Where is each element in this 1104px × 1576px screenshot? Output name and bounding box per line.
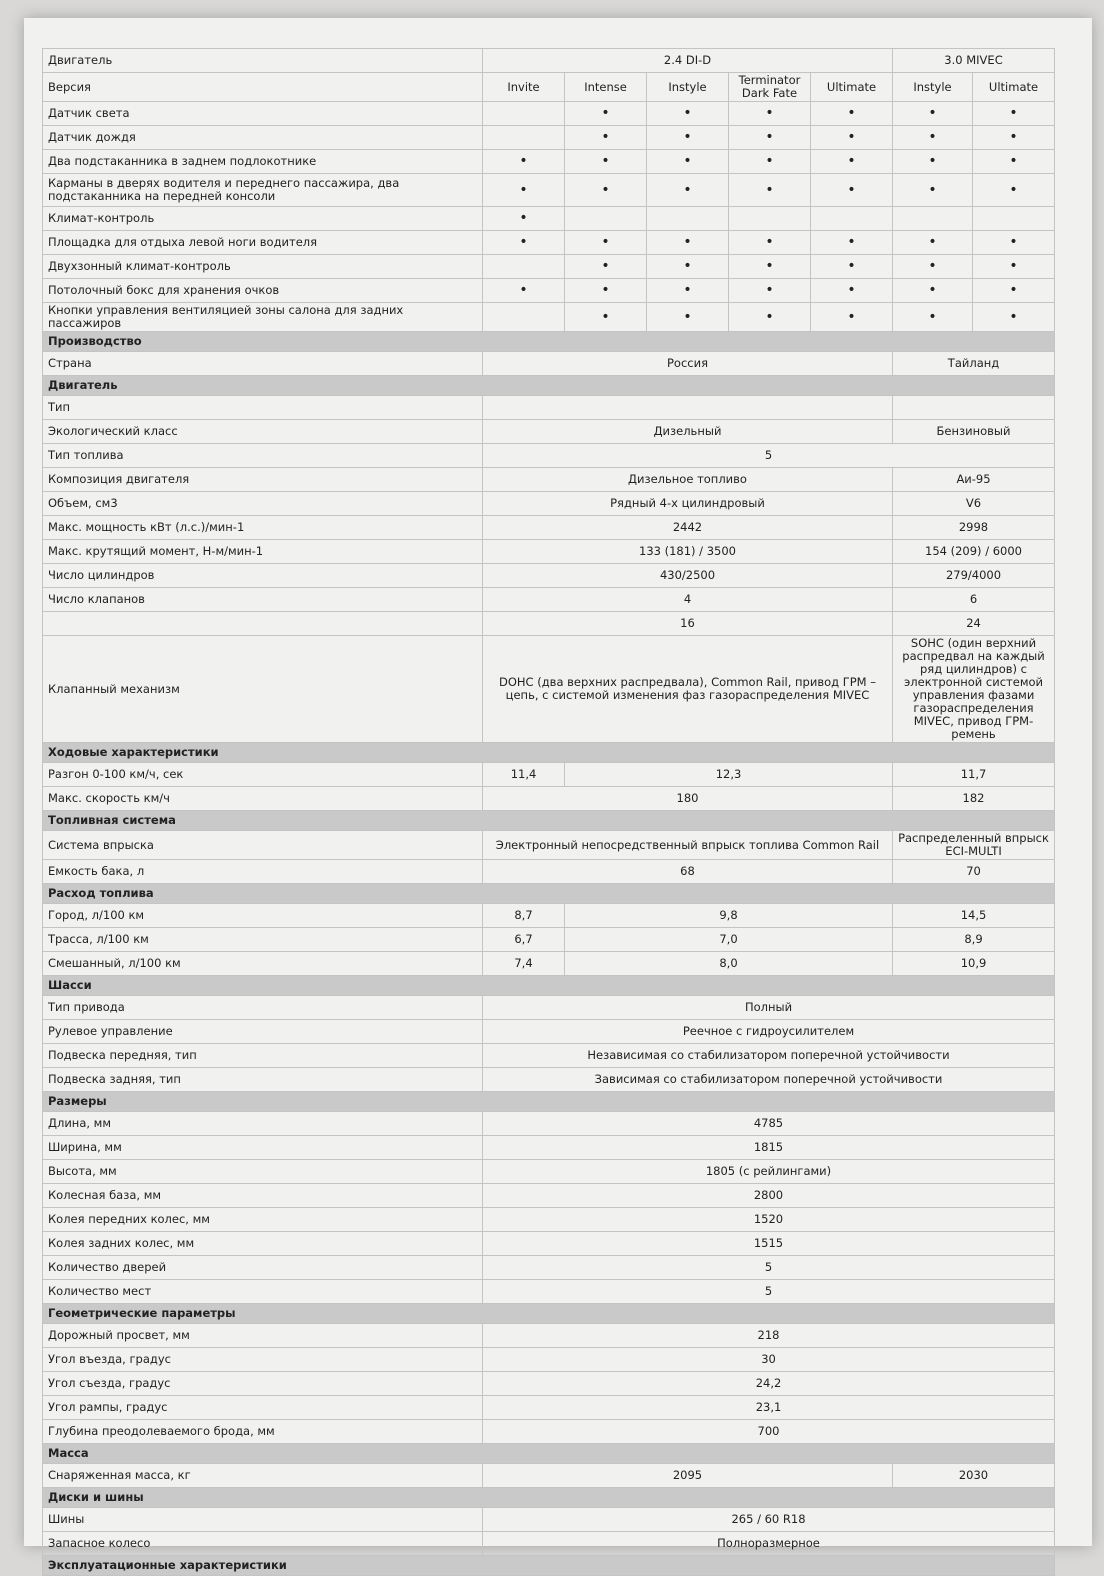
version-2: Instyle [647, 73, 729, 102]
accel-others: 12,3 [565, 763, 893, 787]
spec-row [43, 1020, 1055, 1044]
dimension-value: 1520 [483, 1208, 1055, 1232]
injection-label: Система впрыска [43, 831, 483, 860]
spec-row [43, 1280, 1055, 1304]
feature-dot: • [729, 231, 811, 255]
spec-value-30: Бензиновый [893, 420, 1055, 444]
version-3: Terminator Dark Fate [729, 73, 811, 102]
feature-row [43, 150, 1055, 174]
geometry-label: Угол рампы, градус [43, 1396, 483, 1420]
spec-row [43, 1208, 1055, 1232]
spec-row [43, 540, 1055, 564]
feature-dot: • [565, 174, 647, 207]
section-wheels: Диски и шины [43, 1488, 1055, 1508]
feature-dot: • [483, 150, 565, 174]
spec-row [43, 492, 1055, 516]
chassis-value: Полный [483, 996, 1055, 1020]
spec-row [43, 420, 1055, 444]
spec-value-24: Россия [483, 352, 893, 376]
spec-value-24 [483, 396, 893, 420]
feature-dot: • [973, 102, 1055, 126]
consumption-others: 9,8 [565, 904, 893, 928]
spec-label [43, 612, 483, 636]
section-row [43, 1488, 1055, 1508]
feature-dot: • [565, 303, 647, 332]
feature-dot: • [729, 279, 811, 303]
chassis-value: Реечное с гидроусилителем [483, 1020, 1055, 1044]
feature-row [43, 279, 1055, 303]
spec-value-30: 279/4000 [893, 564, 1055, 588]
tank-24: 68 [483, 860, 893, 884]
wheel-value: 265 / 60 R18 [483, 1508, 1055, 1532]
spec-row [43, 396, 1055, 420]
feature-dot [647, 207, 729, 231]
consumption-label: Трасса, л/100 км [43, 928, 483, 952]
spec-row [43, 763, 1055, 787]
consumption-others: 7,0 [565, 928, 893, 952]
spec-row [43, 1184, 1055, 1208]
accel-label: Разгон 0-100 км/ч, сек [43, 763, 483, 787]
spec-value-30: 24 [893, 612, 1055, 636]
spec-value-24: Дизельный [483, 420, 893, 444]
feature-dot: • [647, 255, 729, 279]
spec-row [43, 928, 1055, 952]
dimension-label: Колесная база, мм [43, 1184, 483, 1208]
spec-label: Экологический класс [43, 420, 483, 444]
dimension-value: 4785 [483, 1112, 1055, 1136]
spec-value-30 [893, 396, 1055, 420]
spec-label: Макс. мощность кВт (л.с.)/мин-1 [43, 516, 483, 540]
spec-row [43, 564, 1055, 588]
mass-24: 2095 [483, 1464, 893, 1488]
feature-dot: • [811, 255, 893, 279]
feature-dot: • [729, 303, 811, 332]
spec-label: Число клапанов [43, 588, 483, 612]
valve-value-30: SOHC (один верхний распредвал на каждый ряд цилиндров) с электронной системой управления фазами газораспределения MIVEC, привод ГРМ-ремень [893, 636, 1055, 743]
feature-row [43, 255, 1055, 279]
geometry-label: Дорожный просвет, мм [43, 1324, 483, 1348]
geometry-label: Угол въезда, градус [43, 1348, 483, 1372]
feature-dot: • [565, 279, 647, 303]
dimension-value: 1515 [483, 1232, 1055, 1256]
spec-row [43, 1324, 1055, 1348]
section-production: Производство [43, 332, 1055, 352]
spec-row [43, 1068, 1055, 1092]
section-running: Ходовые характеристики [43, 743, 1055, 763]
mass-30: 2030 [893, 1464, 1055, 1488]
dimension-label: Длина, мм [43, 1112, 483, 1136]
consumption-30: 8,9 [893, 928, 1055, 952]
feature-dot: • [893, 150, 973, 174]
feature-label: Два подстаканника в заднем подлокотнике [43, 150, 483, 174]
feature-dot: • [973, 174, 1055, 207]
feature-dot: • [973, 303, 1055, 332]
spec-value-24: 133 (181) / 3500 [483, 540, 893, 564]
spec-row [43, 1160, 1055, 1184]
geometry-value: 700 [483, 1420, 1055, 1444]
section-fuel-system: Топливная система [43, 811, 1055, 831]
spec-row [43, 516, 1055, 540]
feature-label: Кнопки управления вентиляцией зоны салона для задних пассажиров [43, 303, 483, 332]
chassis-label: Подвеска передняя, тип [43, 1044, 483, 1068]
feature-dot: • [565, 102, 647, 126]
feature-dot: • [811, 150, 893, 174]
header-engine-row [43, 49, 1055, 73]
mass-label: Снаряженная масса, кг [43, 1464, 483, 1488]
feature-dot: • [483, 174, 565, 207]
feature-label: Датчик дождя [43, 126, 483, 150]
valve-value-24: DOHC (два верхних распредвала), Common Rail, привод ГРМ – цепь, с системой изменения фаз газораспределения MIVEC [483, 636, 893, 743]
spec-value-30: 154 (209) / 6000 [893, 540, 1055, 564]
speed-30: 182 [893, 787, 1055, 811]
tank-label: Емкость бака, л [43, 860, 483, 884]
spec-row [43, 444, 1055, 468]
feature-dot: • [729, 126, 811, 150]
dimension-label: Ширина, мм [43, 1136, 483, 1160]
spec-row [43, 588, 1055, 612]
feature-row [43, 126, 1055, 150]
wheel-label: Запасное колесо [43, 1532, 483, 1556]
geometry-value: 24,2 [483, 1372, 1055, 1396]
feature-dot [973, 207, 1055, 231]
spec-row [43, 1112, 1055, 1136]
chassis-label: Подвеска задняя, тип [43, 1068, 483, 1092]
spec-row [43, 1508, 1055, 1532]
feature-dot: • [973, 255, 1055, 279]
spec-value-24: Дизельное топливо [483, 468, 893, 492]
spec-row [43, 1532, 1055, 1556]
dimension-value: 1805 (с рейлингами) [483, 1160, 1055, 1184]
feature-dot [565, 207, 647, 231]
section-chassis: Шасси [43, 976, 1055, 996]
geometry-label: Глубина преодолеваемого брода, мм [43, 1420, 483, 1444]
spec-row [43, 860, 1055, 884]
chassis-value: Зависимая со стабилизатором поперечной устойчивости [483, 1068, 1055, 1092]
spec-label: Композиция двигателя [43, 468, 483, 492]
spec-value-30: Тайланд [893, 352, 1055, 376]
feature-dot: • [811, 126, 893, 150]
consumption-invite: 6,7 [483, 928, 565, 952]
spec-value-24: 2442 [483, 516, 893, 540]
feature-row [43, 174, 1055, 207]
accel-invite: 11,4 [483, 763, 565, 787]
spec-label: Объем, см3 [43, 492, 483, 516]
geometry-value: 30 [483, 1348, 1055, 1372]
section-row [43, 884, 1055, 904]
feature-dot: • [893, 231, 973, 255]
spec-row [43, 1256, 1055, 1280]
spec-row [43, 1396, 1055, 1420]
feature-label: Площадка для отдыха левой ноги водителя [43, 231, 483, 255]
feature-label: Потолочный бокс для хранения очков [43, 279, 483, 303]
section-geometry: Геометрические параметры [43, 1304, 1055, 1324]
valve-label: Клапанный механизм [43, 636, 483, 743]
valve-row [43, 636, 1055, 743]
spec-row [43, 787, 1055, 811]
version-header-label: Версия [43, 73, 483, 102]
spec-row [43, 996, 1055, 1020]
feature-dot [729, 207, 811, 231]
consumption-label: Город, л/100 км [43, 904, 483, 928]
section-row [43, 1304, 1055, 1324]
spec-row [43, 612, 1055, 636]
spec-row [43, 468, 1055, 492]
section-row [43, 1092, 1055, 1112]
feature-dot: • [729, 255, 811, 279]
feature-dot: • [483, 207, 565, 231]
feature-dot [483, 255, 565, 279]
spec-value-24: 430/2500 [483, 564, 893, 588]
geometry-label: Угол съезда, градус [43, 1372, 483, 1396]
feature-dot: • [893, 255, 973, 279]
spec-row [43, 904, 1055, 928]
feature-dot [483, 303, 565, 332]
feature-dot: • [565, 126, 647, 150]
spec-row [43, 1372, 1055, 1396]
feature-dot: • [647, 231, 729, 255]
consumption-30: 10,9 [893, 952, 1055, 976]
geometry-value: 218 [483, 1324, 1055, 1348]
feature-dot: • [973, 126, 1055, 150]
feature-dot: • [893, 102, 973, 126]
header-version-row [43, 73, 1055, 102]
dimension-value: 2800 [483, 1184, 1055, 1208]
spec-value-all: 5 [483, 444, 1055, 468]
section-row [43, 332, 1055, 352]
feature-dot: • [647, 174, 729, 207]
feature-dot: • [647, 303, 729, 332]
section-row [43, 1556, 1055, 1576]
engine-header-label: Двигатель [43, 49, 483, 73]
feature-dot: • [647, 279, 729, 303]
feature-dot: • [565, 231, 647, 255]
feature-row [43, 231, 1055, 255]
spec-row [43, 1232, 1055, 1256]
feature-dot: • [893, 174, 973, 207]
version-5: Instyle [893, 73, 973, 102]
feature-dot: • [729, 174, 811, 207]
feature-dot: • [729, 150, 811, 174]
speed-24: 180 [483, 787, 893, 811]
spec-value-30: 2998 [893, 516, 1055, 540]
feature-dot: • [729, 102, 811, 126]
spec-value-24: Рядный 4-х цилиндровый [483, 492, 893, 516]
spec-value-30: Аи-95 [893, 468, 1055, 492]
spec-table [42, 48, 1055, 1576]
spec-label: Тип [43, 396, 483, 420]
feature-dot [893, 207, 973, 231]
accel-30: 11,7 [893, 763, 1055, 787]
group-24-header: 2.4 DI-D [483, 49, 893, 73]
spec-label: Макс. крутящий момент, Н-м/мин-1 [43, 540, 483, 564]
feature-row [43, 303, 1055, 332]
spec-row [43, 1136, 1055, 1160]
dimension-label: Количество мест [43, 1280, 483, 1304]
tank-30: 70 [893, 860, 1055, 884]
dimension-value: 1815 [483, 1136, 1055, 1160]
feature-row [43, 207, 1055, 231]
feature-dot: • [811, 102, 893, 126]
feature-dot: • [811, 174, 893, 207]
section-dimensions: Размеры [43, 1092, 1055, 1112]
version-0: Invite [483, 73, 565, 102]
chassis-label: Рулевое управление [43, 1020, 483, 1044]
wheel-value: Полноразмерное [483, 1532, 1055, 1556]
section-row [43, 743, 1055, 763]
feature-dot: • [811, 231, 893, 255]
feature-dot [483, 126, 565, 150]
dimension-label: Высота, мм [43, 1160, 483, 1184]
feature-dot: • [893, 126, 973, 150]
feature-dot: • [973, 150, 1055, 174]
spec-row [43, 831, 1055, 860]
spec-value-30: 6 [893, 588, 1055, 612]
feature-label: Климат-контроль [43, 207, 483, 231]
spec-row [43, 1044, 1055, 1068]
section-row [43, 811, 1055, 831]
version-4: Ultimate [811, 73, 893, 102]
section-consumption: Расход топлива [43, 884, 1055, 904]
feature-dot: • [893, 279, 973, 303]
dimension-label: Колея задних колес, мм [43, 1232, 483, 1256]
spec-value-24: 16 [483, 612, 893, 636]
feature-dot: • [973, 231, 1055, 255]
spec-row [43, 1464, 1055, 1488]
section-engine: Двигатель [43, 376, 1055, 396]
spec-label: Число цилиндров [43, 564, 483, 588]
wheel-label: Шины [43, 1508, 483, 1532]
feature-dot: • [893, 303, 973, 332]
dimension-label: Количество дверей [43, 1256, 483, 1280]
feature-label: Карманы в дверях водителя и переднего пассажира, два подстаканника на передней консоли [43, 174, 483, 207]
consumption-label: Смешанный, л/100 км [43, 952, 483, 976]
feature-dot: • [647, 126, 729, 150]
dimension-label: Колея передних колес, мм [43, 1208, 483, 1232]
consumption-invite: 7,4 [483, 952, 565, 976]
dimension-value: 5 [483, 1280, 1055, 1304]
spec-value-30: V6 [893, 492, 1055, 516]
feature-dot: • [647, 102, 729, 126]
feature-dot: • [483, 279, 565, 303]
spec-label: Страна [43, 352, 483, 376]
spec-label: Тип топлива [43, 444, 483, 468]
chassis-label: Тип привода [43, 996, 483, 1020]
feature-label: Двухзонный климат-контроль [43, 255, 483, 279]
group-30-header: 3.0 MIVEC [893, 49, 1055, 73]
geometry-value: 23,1 [483, 1396, 1055, 1420]
feature-label: Датчик света [43, 102, 483, 126]
feature-dot: • [565, 150, 647, 174]
feature-dot: • [565, 255, 647, 279]
feature-dot: • [811, 303, 893, 332]
consumption-others: 8,0 [565, 952, 893, 976]
section-mass: Масса [43, 1444, 1055, 1464]
feature-dot: • [973, 279, 1055, 303]
feature-dot: • [647, 150, 729, 174]
section-row [43, 376, 1055, 396]
feature-dot [483, 102, 565, 126]
spec-row [43, 352, 1055, 376]
spec-row [43, 1420, 1055, 1444]
feature-dot: • [811, 279, 893, 303]
chassis-value: Независимая со стабилизатором поперечной устойчивости [483, 1044, 1055, 1068]
section-row [43, 1444, 1055, 1464]
version-1: Intense [565, 73, 647, 102]
injection-30: Распределенный впрыск ECI-MULTI [893, 831, 1055, 860]
feature-dot [811, 207, 893, 231]
consumption-30: 14,5 [893, 904, 1055, 928]
section-operation: Эксплуатационные характеристики [43, 1556, 1055, 1576]
spec-value-24: 4 [483, 588, 893, 612]
section-row [43, 976, 1055, 996]
consumption-invite: 8,7 [483, 904, 565, 928]
speed-label: Макс. скорость км/ч [43, 787, 483, 811]
version-6: Ultimate [973, 73, 1055, 102]
feature-row [43, 102, 1055, 126]
feature-dot: • [483, 231, 565, 255]
spec-row [43, 952, 1055, 976]
dimension-value: 5 [483, 1256, 1055, 1280]
spec-row [43, 1348, 1055, 1372]
injection-24: Электронный непосредственный впрыск топлива Common Rail [483, 831, 893, 860]
